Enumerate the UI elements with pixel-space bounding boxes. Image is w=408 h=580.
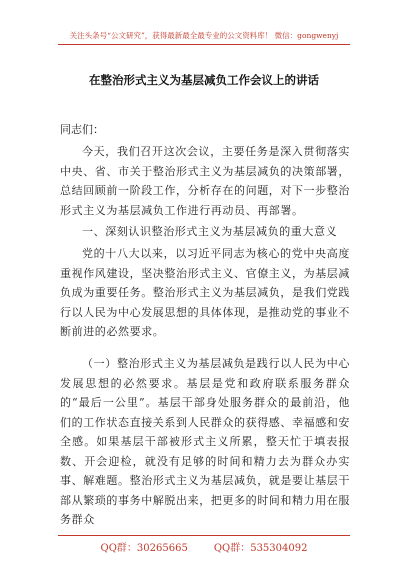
qq-group-1: QQ群：30265665 xyxy=(100,543,188,554)
section-heading-1: 一、深刻认识整治形式主义为基层减负的重大意义 xyxy=(82,225,338,238)
paragraph-intro: 今天，我们召开这次会议，主要任务是深入贯彻落实中央、省、市关于整治形式主义为基层减负的决策部署，总结回顾前一阶段工作，分析存在的问题，对下一步整治形式主义为基层减负工作进行再动员、再部署。 xyxy=(60,145,350,217)
salutation: 同志们： xyxy=(60,123,104,136)
qq-group-2: QQ群：535304092 xyxy=(213,543,308,554)
footer-divider xyxy=(58,535,350,536)
header-divider xyxy=(58,44,350,45)
document-title: 在整治形式主义为基层减负工作会议上的讲话 xyxy=(89,73,319,87)
header-banner: 关注头条号“公文研究”，获得最新最全最专业的公文资料库！ 微信：gongwenyj xyxy=(69,31,339,40)
paragraph-point-1: （一）整治形式主义为基层减负是践行以人民为中心发展思想的必然要求。基层是党和政府联系服务群众的“最后一公里”。基层干部身处服务群众的最前沿，他们的工作状态直接关系到人民群众的获得感、幸福感和安全感。如果基层干部被形式主义所累，整天忙于填表报数、开会迎检，就没有足够的时间和精力去为群众办实事、解难题。整治形式主义为基层减负，就是要让基层干部从繁琐的事务中解脱出来，把更多的时间和精力用在服务群众 xyxy=(60,357,350,526)
paragraph-background: 党的十八大以来，以习近平同志为核心的党中央高度重视作风建设，坚决整治形式主义、官僚主义，为基层减负成为重要任务。整治形式主义为基层减负，是我们党践行以人民为中心发展思想的具体体现，是推动党的事业不断前进的必然要求。 xyxy=(60,247,350,338)
footer xyxy=(0,539,408,554)
